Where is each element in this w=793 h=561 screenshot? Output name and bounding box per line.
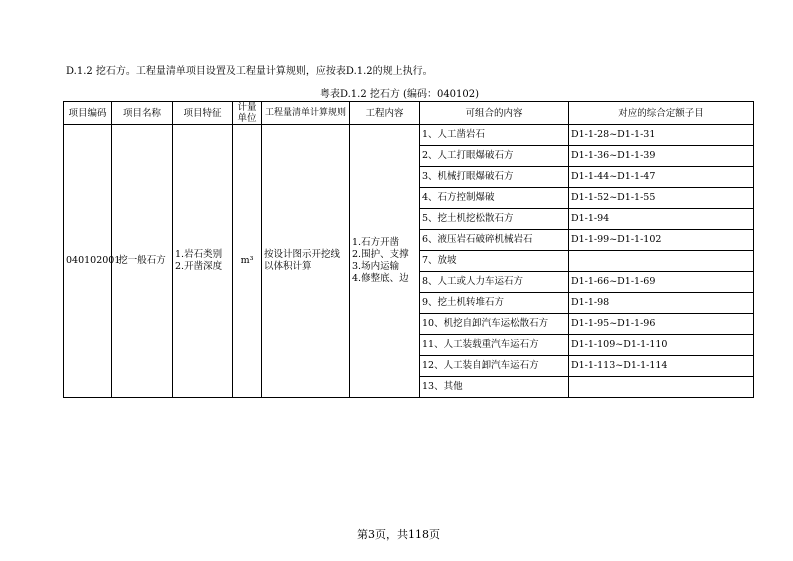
quota-code: D1-1-99~D1-1-102 (569, 230, 754, 251)
quota-code: D1-1-36~D1-1-39 (569, 146, 754, 167)
header-content: 工程内容 (350, 102, 420, 125)
table-caption: 粤表D.1.2 挖石方 (编码：040102) (319, 89, 480, 100)
project-rule: 按设计图示开挖线以体积计算 (262, 125, 350, 398)
section-intro: D.1.2 挖石方。工程量清单项目设置及工程量计算规则，应按表D.1.2的规上执行。 (66, 66, 433, 77)
combinable-item: 7、放坡 (420, 251, 569, 272)
header-unit-line1: 计量 (237, 102, 257, 113)
header-combinable: 可组合的内容 (420, 102, 569, 125)
work-4: 4.修整底、边 (352, 273, 409, 284)
combinable-item: 6、液压岩石破碎机械岩石 (420, 230, 569, 251)
quota-code: D1-1-113~D1-1-114 (569, 356, 754, 377)
project-work (350, 125, 420, 398)
quota-code: D1-1-52~D1-1-55 (569, 188, 754, 209)
project-unit: m³ (233, 125, 262, 398)
header-name: 项目名称 (112, 102, 173, 125)
header-quota: 对应的综合定额子目 (569, 102, 754, 125)
quota-code: D1-1-109~D1-1-110 (569, 335, 754, 356)
feature-2: 2.开凿深度 (175, 261, 223, 272)
quota-code: D1-1-44~D1-1-47 (569, 167, 754, 188)
work-3: 3.场内运输 (352, 261, 400, 272)
quantity-table (63, 101, 754, 398)
header-rule: 工程量清单计算规则 (262, 102, 350, 125)
table-body (64, 125, 754, 398)
project-code: 040102001 (64, 125, 112, 398)
header-unit (233, 102, 262, 125)
combinable-item: 13、其他 (420, 377, 569, 398)
combinable-item: 4、石方控制爆破 (420, 188, 569, 209)
quota-code (569, 377, 754, 398)
table-row (64, 125, 754, 146)
combinable-item: 2、人工打眼爆破石方 (420, 146, 569, 167)
page-number: 第3页，共118页 (357, 528, 440, 541)
feature-1: 1.岩石类别 (175, 249, 223, 260)
quota-code (569, 251, 754, 272)
combinable-item: 11、人工装载重汽车运石方 (420, 335, 569, 356)
quota-code: D1-1-94 (569, 209, 754, 230)
project-name: 挖一般石方 (112, 125, 173, 398)
combinable-item: 3、机械打眼爆破石方 (420, 167, 569, 188)
header-row (64, 102, 754, 125)
header-code: 项目编码 (64, 102, 112, 125)
combinable-item: 10、机挖自卸汽车运松散石方 (420, 314, 569, 335)
quota-code: D1-1-98 (569, 293, 754, 314)
combinable-item: 12、人工装自卸汽车运石方 (420, 356, 569, 377)
work-1: 1.石方开凿 (352, 237, 400, 248)
header-unit-line2: 单位 (237, 113, 257, 124)
combinable-item: 8、人工或人力车运石方 (420, 272, 569, 293)
header-feature: 项目特征 (173, 102, 233, 125)
quota-code: D1-1-28~D1-1-31 (569, 125, 754, 146)
combinable-item: 9、挖土机转堆石方 (420, 293, 569, 314)
project-features (173, 125, 233, 398)
work-2: 2.围护、支撑 (352, 249, 409, 260)
combinable-item: 1、人工凿岩石 (420, 125, 569, 146)
quota-code: D1-1-66~D1-1-69 (569, 272, 754, 293)
quota-code: D1-1-95~D1-1-96 (569, 314, 754, 335)
combinable-item: 5、挖土机挖松散石方 (420, 209, 569, 230)
